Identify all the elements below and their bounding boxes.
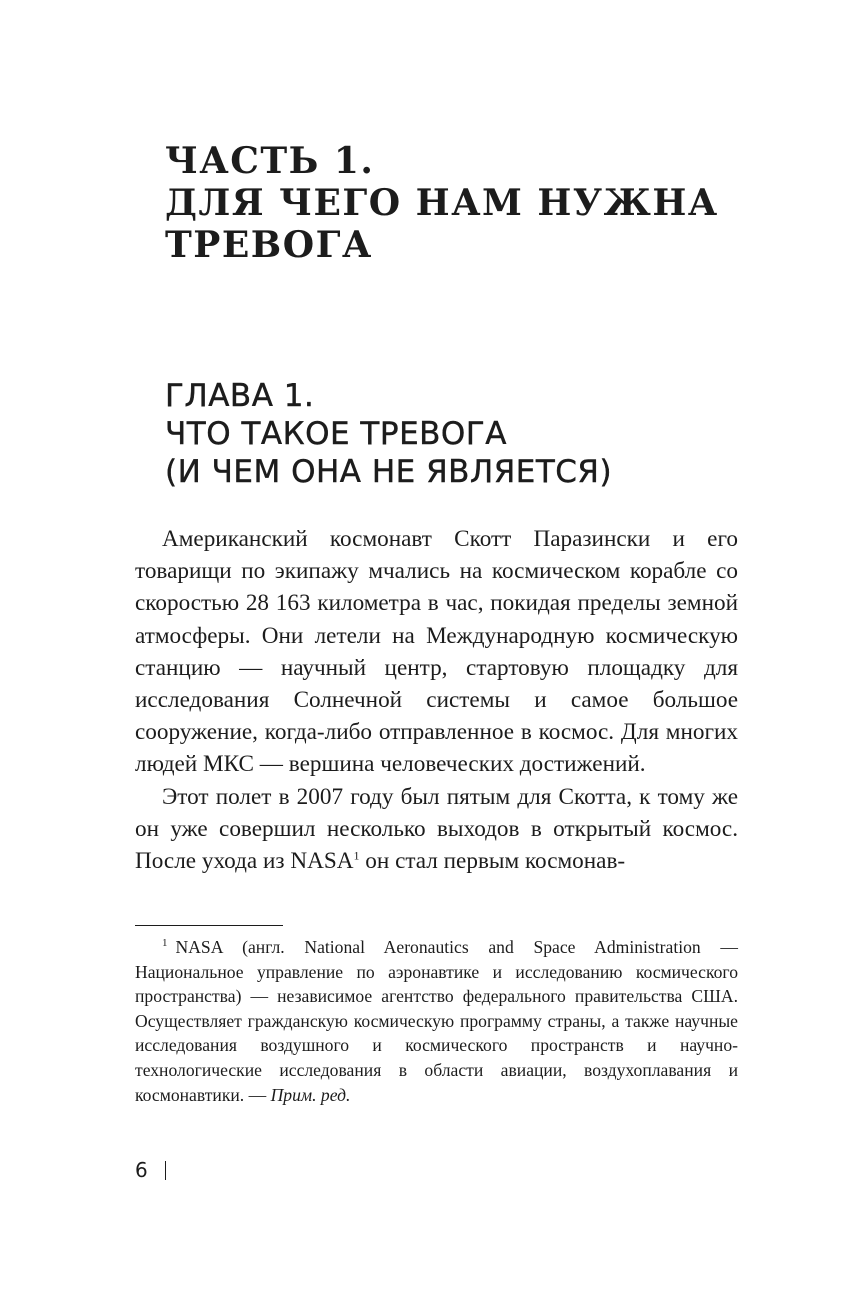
footnote-text: NASA (англ. National Aeronautics and Space Administration — Национальное управление по аэронавтике и исследованию космического пространства) — независимое агентство федерального правительства США. Осуществляет гражданскую космическую программу страны, а также научные исследования воздушного и космического пространств и научно-технологические исследования в области авиации, воздухоплавания и космонавтики. —	[135, 937, 738, 1105]
footnote-divider	[135, 925, 283, 926]
footnote	[135, 935, 738, 1107]
body-paragraph-2-text: Этот полет в 2007 году был пятым для Скотта, к тому же он уже совершил несколько выходов в открытый космос. После ухода из NASA	[135, 783, 738, 875]
chapter-title-line-3: (И ЧЕМ ОНА НЕ ЯВЛЯЕТСЯ)	[165, 454, 613, 490]
chapter-title-line-2: ЧТО ТАКОЕ ТРЕВОГА	[165, 416, 507, 452]
body-paragraph-2	[135, 781, 738, 878]
chapter-title-line-1: ГЛАВА 1.	[165, 378, 315, 414]
body-text	[135, 523, 738, 877]
page-footer	[135, 1158, 166, 1182]
body-paragraph-1: Американский космонавт Скотт Паразински и его товарищи по экипажу мчались на космическом корабле со скоростью 28 163 километра в час, покидая пределы земной атмосферы. Они летели на Международную космическую станцию — научный центр, стартовую площадку для исследования Солнечной системы и самое большое сооружение, когда-либо отправленное в космос. Для многих людей МКС — вершина человеческих достижений.	[135, 526, 738, 778]
part-title	[165, 140, 765, 266]
part-title-line-3: ТРЕВОГА	[165, 224, 373, 266]
body-paragraph-2-continuation: он стал первым космонав-	[359, 848, 626, 875]
part-title-line-1: ЧАСТЬ 1.	[165, 140, 375, 182]
page-number: 6	[135, 1158, 148, 1182]
chapter-title	[165, 377, 765, 491]
footnote-mark: 1	[162, 937, 168, 950]
folio-separator	[165, 1161, 166, 1180]
footnote-reference[interactable]: 1	[353, 848, 360, 863]
part-title-line-2: ДЛЯ ЧЕГО НАМ НУЖНА	[165, 182, 719, 224]
editor-note: Прим. ред.	[270, 1084, 351, 1105]
